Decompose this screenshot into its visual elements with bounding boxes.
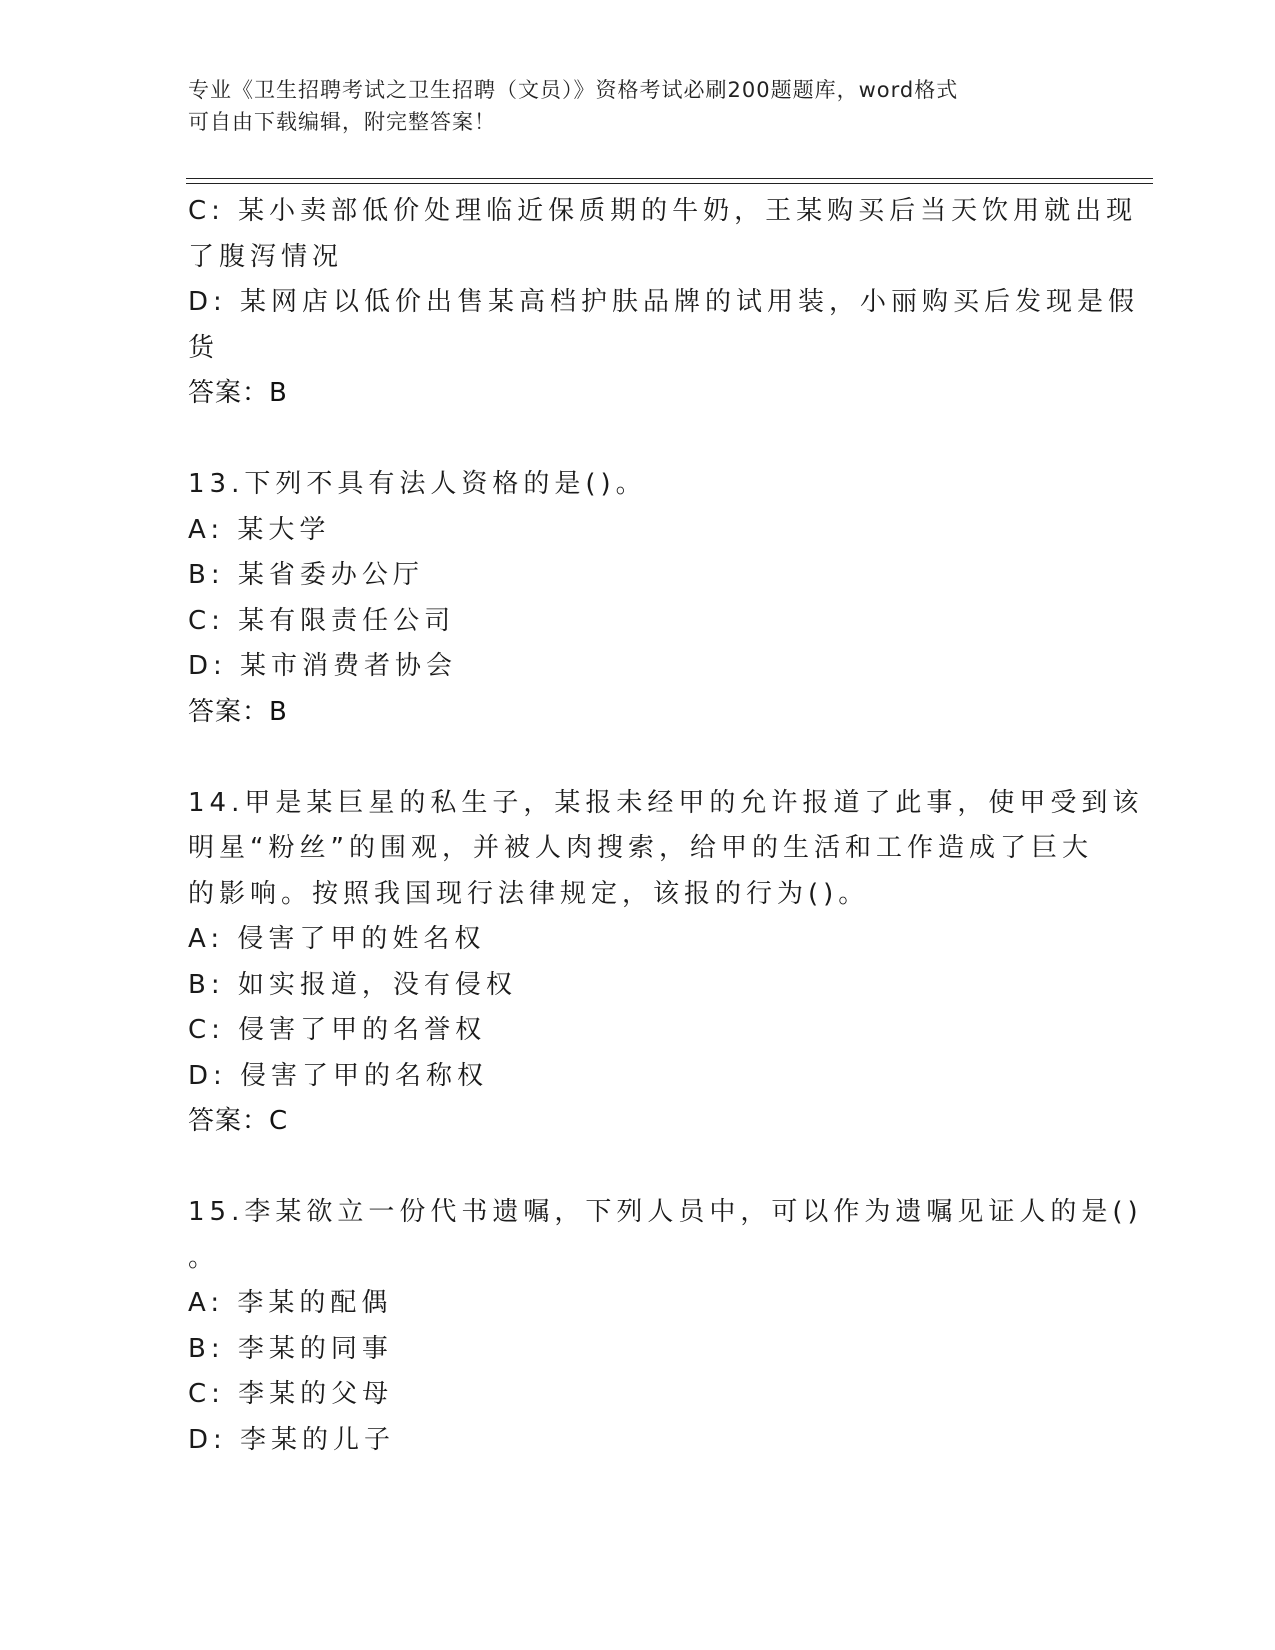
option-a: A: 某大学 [188,514,331,545]
answer-14: 答案：C [188,1106,289,1136]
option-d: D: 李某的儿子 [188,1424,396,1455]
option-a: A: 侵害了甲的姓名权 [188,924,486,954]
question-12-tail [188,189,1140,417]
answer-12: 答案：B [188,378,288,408]
option-c: C: 侵害了甲的名誉权 [188,1015,487,1045]
question-15 [188,1190,1143,1463]
option-c-line-1: C: 某小卖部低价处理临近保质期的牛奶，王某购买后当天饮用就出现 [188,196,1138,226]
question-stem-line-1: 14.甲是某巨星的私生子，某报未经甲的允许报道了此事，使甲受到该 [188,787,1144,818]
option-d-line-2: 货 [188,332,220,363]
option-b: B: 某省委办公厅 [188,560,424,590]
option-d: D: 侵害了甲的名称权 [188,1060,489,1091]
answer-13: 答案：B [188,696,288,727]
header-line-2: 可自由下载编辑，附完整答案！ [188,110,496,134]
option-c-line-2: 了腹泻情况 [188,241,344,272]
question-stem-line-2: 。 [188,1242,220,1273]
header-rule-top [186,178,1153,179]
question-stem: 13.下列不具有法人资格的是()。 [188,469,647,499]
spacer [188,735,1088,781]
option-a: A: 李某的配偶 [188,1288,393,1318]
question-stem-line-2: 明星“粉丝”的围观，并被人肉搜索，给甲的生活和工作造成了巨大 [188,833,1093,863]
question-14 [188,781,1144,1145]
header-rule-bottom [186,183,1153,184]
document-header [188,74,1088,138]
spacer [188,1145,1088,1191]
option-d-line-1: D: 某网店以低价出售某高档护肤品牌的试用装，小丽购买后发现是假 [188,287,1140,317]
header-line-1: 专业《卫生招聘考试之卫生招聘（文员）》资格考试必刷200题题库，word格式 [188,78,959,102]
question-content [188,189,1144,1463]
option-d: D: 某市消费者协会 [188,651,458,681]
question-stem-line-1: 15.李某欲立一份代书遗嘱，下列人员中，可以作为遗嘱见证人的是() [188,1197,1143,1227]
option-c: C: 李某的父母 [188,1379,394,1409]
spacer [188,417,1088,463]
option-b: B: 李某的同事 [188,1333,393,1364]
question-stem-line-3: 的影响。按照我国现行法律规定，该报的行为()。 [188,878,870,909]
option-b: B: 如实报道，没有侵权 [188,969,517,1000]
question-13 [188,462,1088,735]
option-c: C: 某有限责任公司 [188,605,456,636]
